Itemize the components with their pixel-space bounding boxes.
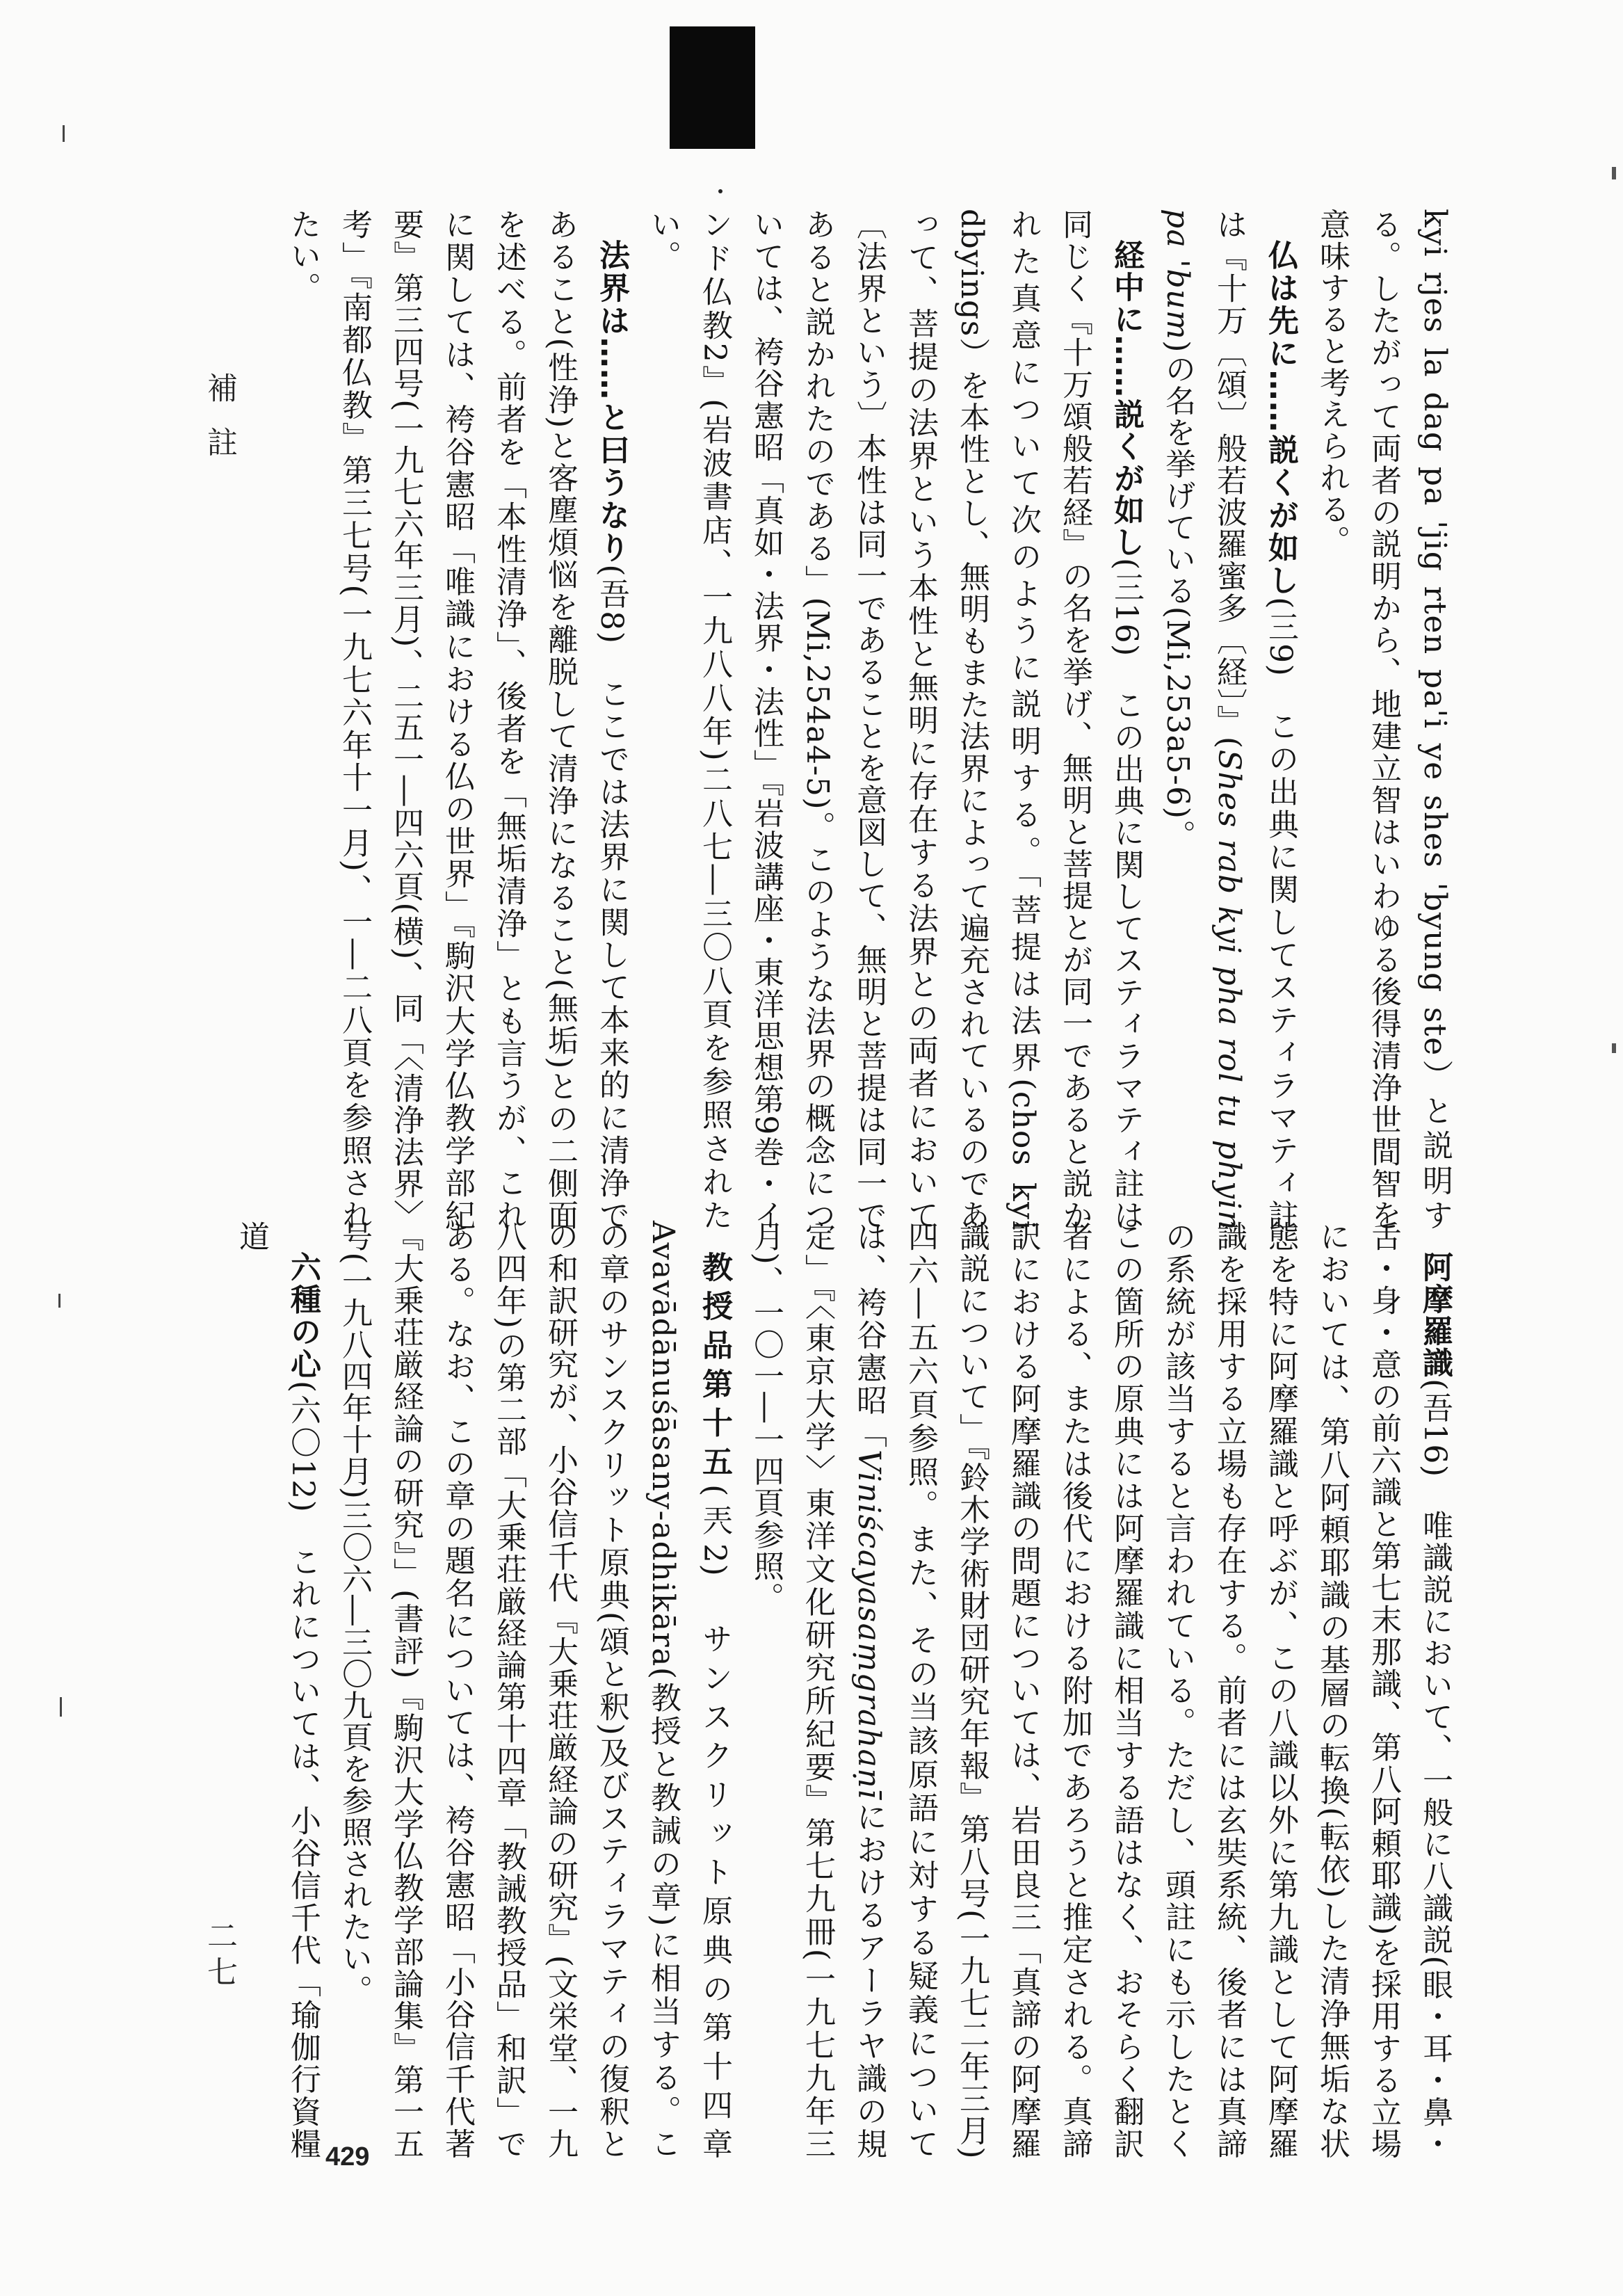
lower-text-block (234, 1221, 1460, 2160)
paragraph-text: kyi rjes la dag pa 'jig rten pa'i ye shes 'byung ste）と説明する。したがって両者の説明から、地建立智はいわゆる後得清浄世間智を意味すると考えられる。 (1314, 209, 1453, 1231)
running-head: 補註 (202, 372, 237, 481)
page-number: 429 (325, 2142, 370, 2171)
paragraph (740, 1221, 1460, 2160)
paragraph (637, 209, 1152, 1231)
entry-heading: 仏は先に……説くが如し (1263, 239, 1298, 597)
entry-heading: 阿摩羅識 (1417, 1251, 1453, 1379)
entry-text: (三16) この出典に関してスティラマティ註は同じく『十万頌般若経』の名を挙げ、無明と菩提とが同一であると説かれた真意について次のように説明する。「菩提は法界(chos kyi dbyings）を本性とし、無明もまた法界によって遍充されているのであって、菩提の法界という本性と無明に存在する法界との両者において〔法界という〕本性は同一であることを意図して、無明と菩提は同一であると説かれたのである」(Mi,254a4-5)。このような法界の概念については、袴谷憲昭「真如・法界・法性」『岩波講座・東洋思想第9巻・インド仏教2』(岩波書店、一九八八年)二八七―三〇八頁を参照されたい。 (645, 209, 1144, 1232)
entry-italic-title: Shes rab kyi pha rol tu phyin pa 'bum (1160, 209, 1247, 1232)
entry-heading: 法界は……と曰うなり (594, 239, 629, 565)
entry-heading: 教授品第十五 (697, 1251, 732, 1485)
margin-mark (58, 1294, 60, 1308)
scan-dot (718, 189, 722, 193)
paragraph (328, 1221, 740, 2160)
margin-mark (60, 1697, 62, 1717)
edge-mark (1612, 167, 1616, 179)
edge-mark (1612, 1043, 1616, 1053)
paragraph (1152, 209, 1306, 1231)
paragraph (1306, 209, 1460, 1231)
page-number-kanji: 二七 (202, 1920, 237, 1992)
entry-text: (兲2) サンスクリット原典の第十四章 Avavādānuśāsany-adhikāra(教授と教誡の章)に相当する。この章のサンスクリット原典(頌と釈)及びスティラマティの復釈との和訳研究が、小谷信千代『大乗荘厳経論の研究』(文栄堂、一九八四年)の第二部「大乗荘厳経論第十四章「教誡教授品」和訳」である。なお、この章の題名については、袴谷憲昭「小谷信千代著『大乗荘厳経論の研究』」(書評)『駒沢大学仏教学部論集』第一五号(一九八四年十月)三〇六―三〇九頁を参照されたい。 (337, 1221, 732, 2160)
entry-text: (吾8) ここでは法界に関して本来的に清浄であること(性浄)と客塵煩悩を離脱して清浄になること(無垢)との二側面を述べる。前者を「本性清浄」、後者を「無垢清浄」とも言うが、これに関しては、袴谷憲昭「唯識における仏の世界」『駒沢大学仏教学部紀要』第三四号(一九七六年三月)、二五一―四六頁(横)、同「〈清浄法界〉考」『南都仏教』第三七号(一九七六年十一月)、一―二八頁を参照されたい。 (285, 209, 629, 1231)
upper-text-block (278, 209, 1460, 1231)
margin-mark (63, 125, 65, 142)
entry-text: (三9) この出典に関してスティラマティ註は『十万〔頌〕般若波羅蜜多〔経〕』( (1211, 209, 1298, 1232)
entry-italic-title: Viniścayasaṃgrahaṇī (851, 1450, 887, 1800)
entry-text: におけるアーラヤ識の規定」『〈東京大学〉東洋文化研究所紀要』第七九冊(一九七九年三月)、一〇一―一四頁参照。 (748, 1221, 887, 2160)
entry-heading: 経中に……説くが如し (1108, 239, 1144, 559)
entry-text: (六〇12) これについては、小谷信千代「瑜伽行資糧道 (234, 1221, 321, 2160)
paragraph (277, 209, 637, 1231)
entry-text: (吾16) 唯識説において、一般に八識説(眼・耳・鼻・舌・身・意の前六識と第七末那識、第八阿頼耶識)を採用する立場においては、第八阿頼耶識の基層の転換(転依)した清浄無垢な状態を特に阿摩羅識と呼ぶが、この八識以外に第九識として阿摩羅識を採用する立場も存在する。前者には玄奘系統、後者には真諦の系統が該当すると言われている。ただし、頭註にも示したとくこの箇所の原典には阿摩羅識に相当する語はなく、おそらく翻訳者による、または後代における附加であろうと推定される。真諦訳における阿摩羅識の問題については、岩田良三「真諦の阿摩羅識説について」『鈴木学術財団研究年報』第八号(一九七二年三月)四六―五六頁参照。また、その当該原語に対する疑義については、袴谷憲昭「 (851, 1221, 1453, 2160)
entry-text: )の名を挙げている(Mi,253a5-6)。 (1160, 340, 1195, 851)
black-index-tab (670, 26, 755, 149)
paragraph (225, 1221, 328, 2160)
entry-heading: 六種の心 (285, 1251, 321, 1381)
